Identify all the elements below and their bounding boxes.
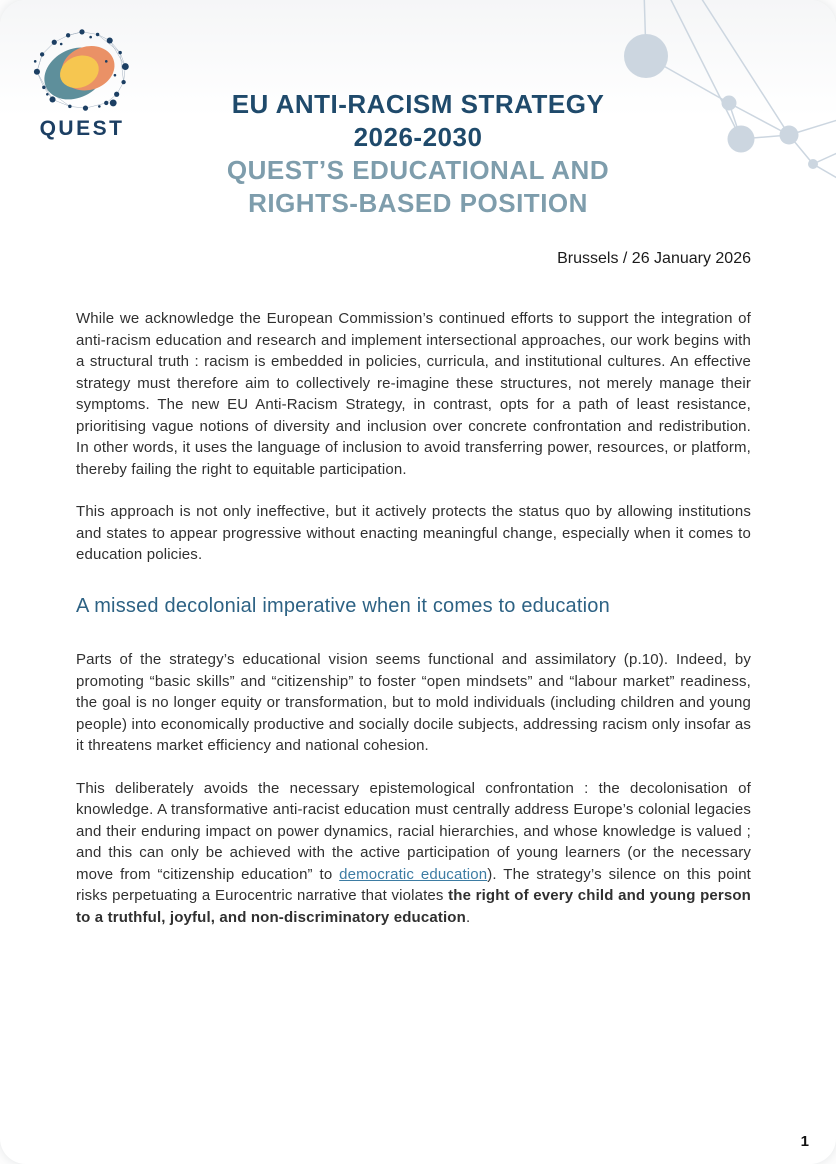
quest-logo-wordmark: QUEST <box>39 117 125 140</box>
intro-paragraph-1: While we acknowledge the European Commission’s continued efforts to support the integration of anti-racism education and research and implement intersectional approaches, our work begins with a structural truth : racism is embedded in policies, curricula, and institutional cultures. An effective strategy must therefore aim to collectively re-imagine these structures, not merely manage their symptoms. The new EU Anti-Racism Strategy, in contrast, opts for a path of least resistance, prioritising vague notions of diversity and inclusion over concrete confrontation and redistribution. In other words, it uses the language of inclusion to avoid transferring power, resources, or platform, thereby failing the right to equitable participation. <box>76 310 751 478</box>
page-number: 1 <box>800 1133 809 1150</box>
title-line-3: QUEST’S EDUCATIONAL AND <box>226 155 610 185</box>
section-paragraph-2-text: ). The strategy’s silence on this point risks perpetuating a Eurocentric narrative that violates <box>76 865 751 904</box>
rights-statement-bold: the right of every child and young person to a truthful, joyful, and non-discriminatory education <box>76 887 751 926</box>
quest-logo <box>28 26 136 141</box>
section-paragraph-2-text: This deliberately avoids the necessary epistemological confrontation : the decolonisation of knowledge. A transformative anti-racist education must centrally address Europe’s colonial legacies and their enduring impact on power dynamics, racial hierarchies, and whose knowledge is valued ; and this can only be achieved with the active participation of young learners (or the necessary move from “citizenship education” to <box>76 779 751 883</box>
title-line-1: EU ANTI-RACISM STRATEGY <box>231 89 605 119</box>
document-body <box>76 308 751 928</box>
quest-logo-icon <box>30 26 134 114</box>
section-heading: A missed decolonial imperative when it comes to education <box>76 594 610 617</box>
section-paragraph-1: Parts of the strategy’s educational vision seems functional and assimilatory (p.10). Indeed, by promoting “basic skills” and “citizenship” to foster “open mindsets” and “labour market” readiness, the goal is no longer equity or transformation, but to mold individuals (including children and young people) into economically productive and socially docile subjects, addressing racism only insofar as it threatens market efficiency and national cohesion. <box>76 651 751 754</box>
title-line-2: 2026-2030 <box>353 122 483 152</box>
dateline: Brussels / 26 January 2026 <box>557 250 751 267</box>
intro-paragraph-2: This approach is not only ineffective, but it actively protects the status quo by allowing institutions and states to appear progressive without enacting meaningful change, especially when it comes to education policies. <box>76 503 751 563</box>
title-line-4: RIGHTS-BASED POSITION <box>248 188 588 218</box>
section-paragraph-2-text: . <box>465 908 471 926</box>
section-paragraph-2 <box>76 778 751 929</box>
democratic-education-link[interactable]: democratic education <box>339 865 488 883</box>
